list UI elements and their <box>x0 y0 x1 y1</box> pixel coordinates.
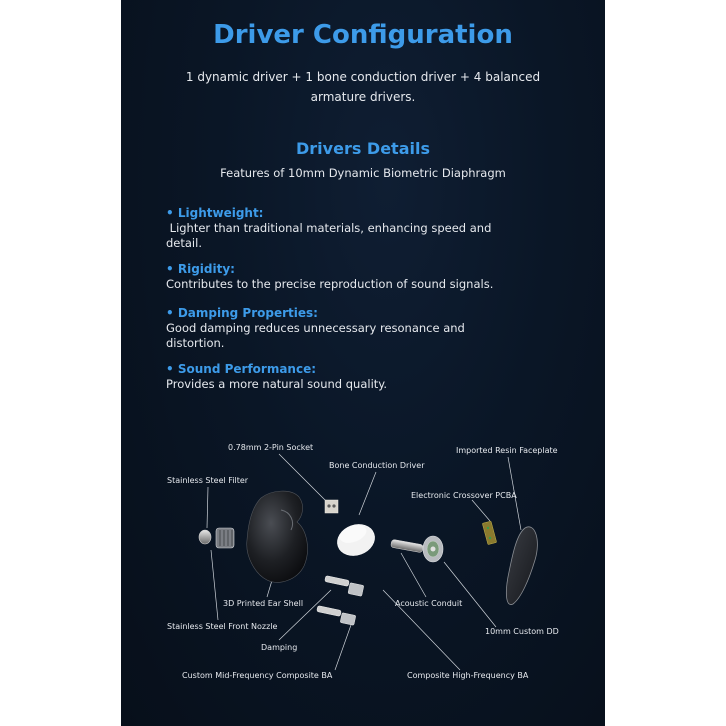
feature-heading: • Lightweight: <box>166 206 264 220</box>
label-filter: Stainless Steel Filter <box>167 476 249 485</box>
feature-heading: • Damping Properties: <box>166 306 318 320</box>
label-high-ba: Composite High-Frequency BA <box>407 671 529 680</box>
dynamic-driver <box>423 536 443 562</box>
mid-frequency-ba <box>325 576 364 597</box>
details-subtitle: Features of 10mm Dynamic Biometric Diaphragm <box>220 166 506 180</box>
crossover-pcba <box>482 521 496 545</box>
ear-shell <box>247 491 308 582</box>
label-ear-shell: 3D Printed Ear Shell <box>223 599 304 608</box>
exploded-view-diagram <box>121 0 605 726</box>
acoustic-conduit <box>391 539 424 552</box>
driver-summary: 1 dynamic driver + 1 bone conduction driver + 4 balanced armature drivers. <box>185 70 541 104</box>
leader-conduit <box>401 553 426 597</box>
leader-nozzle <box>211 550 218 620</box>
feature-heading: • Sound Performance: <box>166 362 317 376</box>
leader-pcba <box>472 500 490 521</box>
leader-damping <box>279 590 331 640</box>
feature-text: Lighter than traditional materials, enhancing speed and detail. <box>166 221 496 250</box>
label-bone-conduction: Bone Conduction Driver <box>329 461 425 470</box>
front-nozzle <box>216 528 234 548</box>
label-socket: 0.78mm 2-Pin Socket <box>228 443 314 452</box>
label-pcba: Electronic Crossover PCBA <box>411 491 517 500</box>
stainless-steel-filter <box>199 530 211 544</box>
details-title: Drivers Details <box>296 139 430 158</box>
feature-text: Contributes to the precise reproduction of sound signals. <box>166 277 494 291</box>
leader-midba <box>335 625 351 670</box>
two-pin-socket <box>325 500 338 513</box>
leader-bone <box>359 472 376 515</box>
feature-heading: • Rigidity: <box>166 262 235 276</box>
feature-text: Good damping reduces unnecessary resonance and distortion. <box>166 321 465 350</box>
label-front-nozzle: Stainless Steel Front Nozzle <box>167 622 278 631</box>
page-title: Driver Configuration <box>213 20 513 50</box>
feature-text: Provides a more natural sound quality. <box>166 377 388 391</box>
resin-faceplate <box>506 527 537 605</box>
high-frequency-ba <box>317 606 356 626</box>
leader-filter <box>207 487 208 528</box>
label-acoustic-conduit: Acoustic Conduit <box>395 599 463 608</box>
label-dynamic-driver: 10mm Custom DD <box>485 627 559 636</box>
label-faceplate: Imported Resin Faceplate <box>456 446 558 455</box>
product-info-panel <box>121 0 605 726</box>
label-damping: Damping <box>261 643 298 652</box>
bone-conduction-driver <box>333 519 379 560</box>
label-mid-ba: Custom Mid-Frequency Composite BA <box>182 671 333 680</box>
leader-dd <box>444 562 496 627</box>
